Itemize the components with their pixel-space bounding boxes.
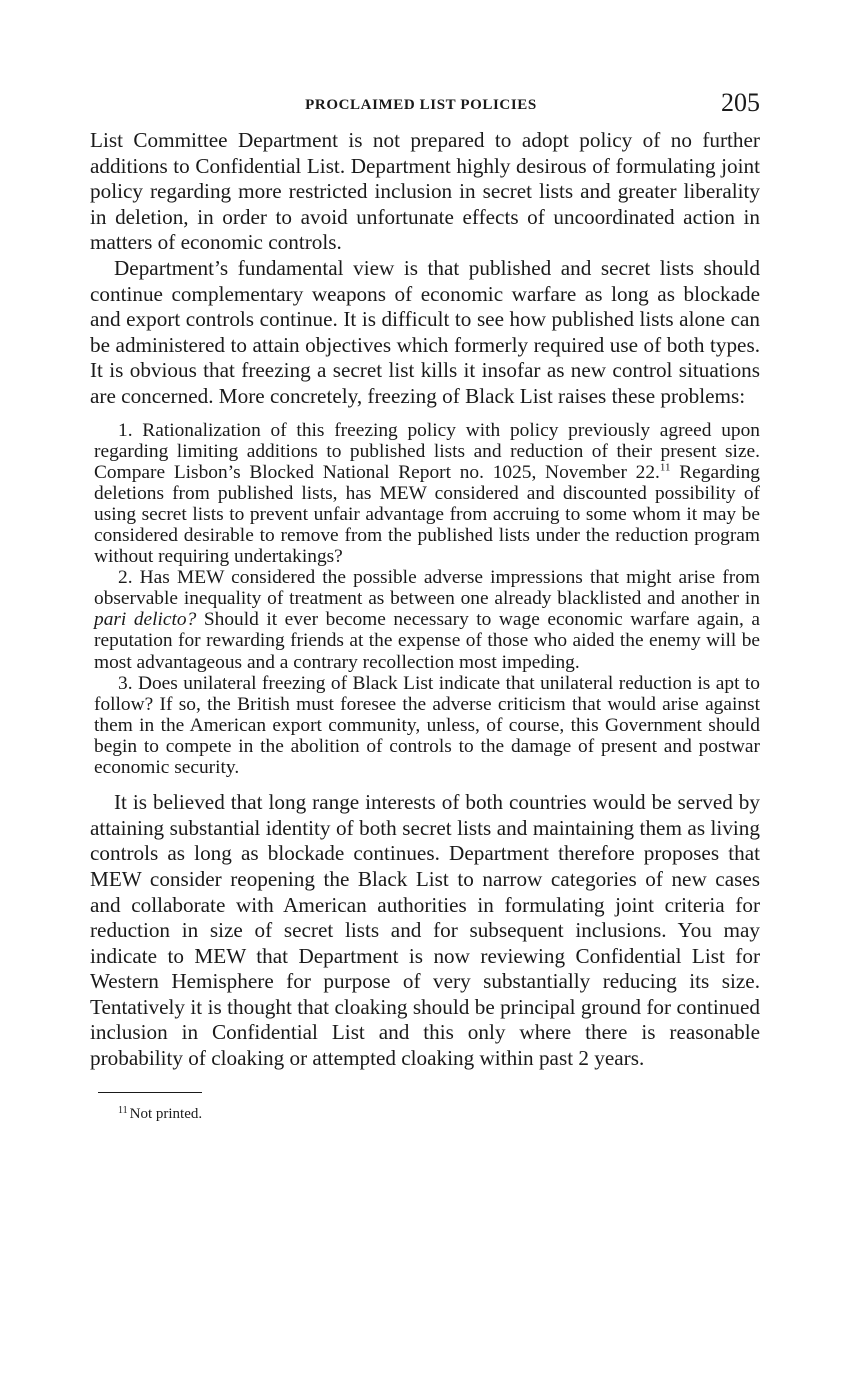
problems-list [90, 420, 760, 779]
problem-item-2-text-a: 2. Has MEW considered the possible adverse impressions that might arise from observable inequality of treatment as between one already blacklisted and another in [94, 567, 760, 610]
footnote-text: Not printed. [129, 1105, 203, 1122]
problem-item-3: 3. Does unilateral freezing of Black List indicate that unilateral reduction is apt to follow? If so, the British must foresee the adverse criticism that would arise against them in the American export community, unless, of course, this Government should begin to compete in the abolition of controls to the damage of present and postwar economic security. [94, 672, 760, 779]
paragraph-list-committee: List Committee Department is not prepared to adopt policy of no further additions to Confidential List. Department highly desirous of formulating joint policy regarding more restricted inclusion in secret lists and greater liberality in deletion, in order to avoid unfortunate effects of uncoordinated action in matters of economic controls. [90, 128, 760, 255]
problem-item-2-text-b: Should it ever become necessary to wage economic warfare again, a reputation for rewarding friends at the expense of those who aided the enemy will be most advantageous and a contrary recollection most impeding. [94, 609, 760, 673]
footnote-mark: 11 [118, 1104, 128, 1116]
footnote [118, 1105, 760, 1123]
page-number: 205 [721, 88, 760, 117]
document-page [90, 88, 760, 1123]
problem-item-2 [94, 567, 760, 672]
running-head [90, 88, 760, 124]
problem-item-2-italic: pari delicto? [94, 609, 197, 631]
problem-item-1 [94, 420, 760, 568]
problem-item-1-text-b: Regarding deletions from published lists, has MEW considered and discounted possibility of using secret lists to prevent unfair advantage from accruing to some whom it may be considered desirable to remove from the published lists under the reduction program without requiring undertakings? [94, 461, 760, 568]
footnote-reference: 11 [659, 461, 671, 474]
paragraph-fundamental-view: Department’s fundamental view is that published and secret lists should continue complementary weapons of economic warfare as long as blockade and export controls continue. It is difficult to see how published lists alone can be administered to attain objectives which formerly required use of both types. It is obvious that freezing a secret list kills it insofar as new control situations are concerned. More concretely, freezing of Black List raises these problems: [90, 255, 760, 408]
footnote-divider [98, 1092, 202, 1093]
paragraph-long-range-interests: It is believed that long range interests of both countries would be served by attaining substantial identity of both secret lists and maintaining them as living controls as long as blockade continues. Department therefore proposes that MEW consider reopening the Black List to narrow categories of new cases and collaborate with American authorities in formulating joint criteria for reduction in size of secret lists and for subsequent inclusions. You may indicate to MEW that Department is now reviewing Confidential List for Western Hemisphere for purpose of very substantially reducing its size. Tentatively it is thought that cloaking should be principal ground for continued inclusion in Confidential List and this only where there is reasonable probability of cloaking or attempted cloaking within past 2 years. [90, 790, 760, 1071]
problem-item-1-text-a: 1. Rationalization of this freezing policy with policy previously agreed upon regarding limiting additions to published lists and reduction of their present size. Compare Lisbon’s Blocked National Report no. 1025, November 22. [94, 419, 760, 483]
running-title: PROCLAIMED LIST POLICIES [305, 97, 537, 113]
